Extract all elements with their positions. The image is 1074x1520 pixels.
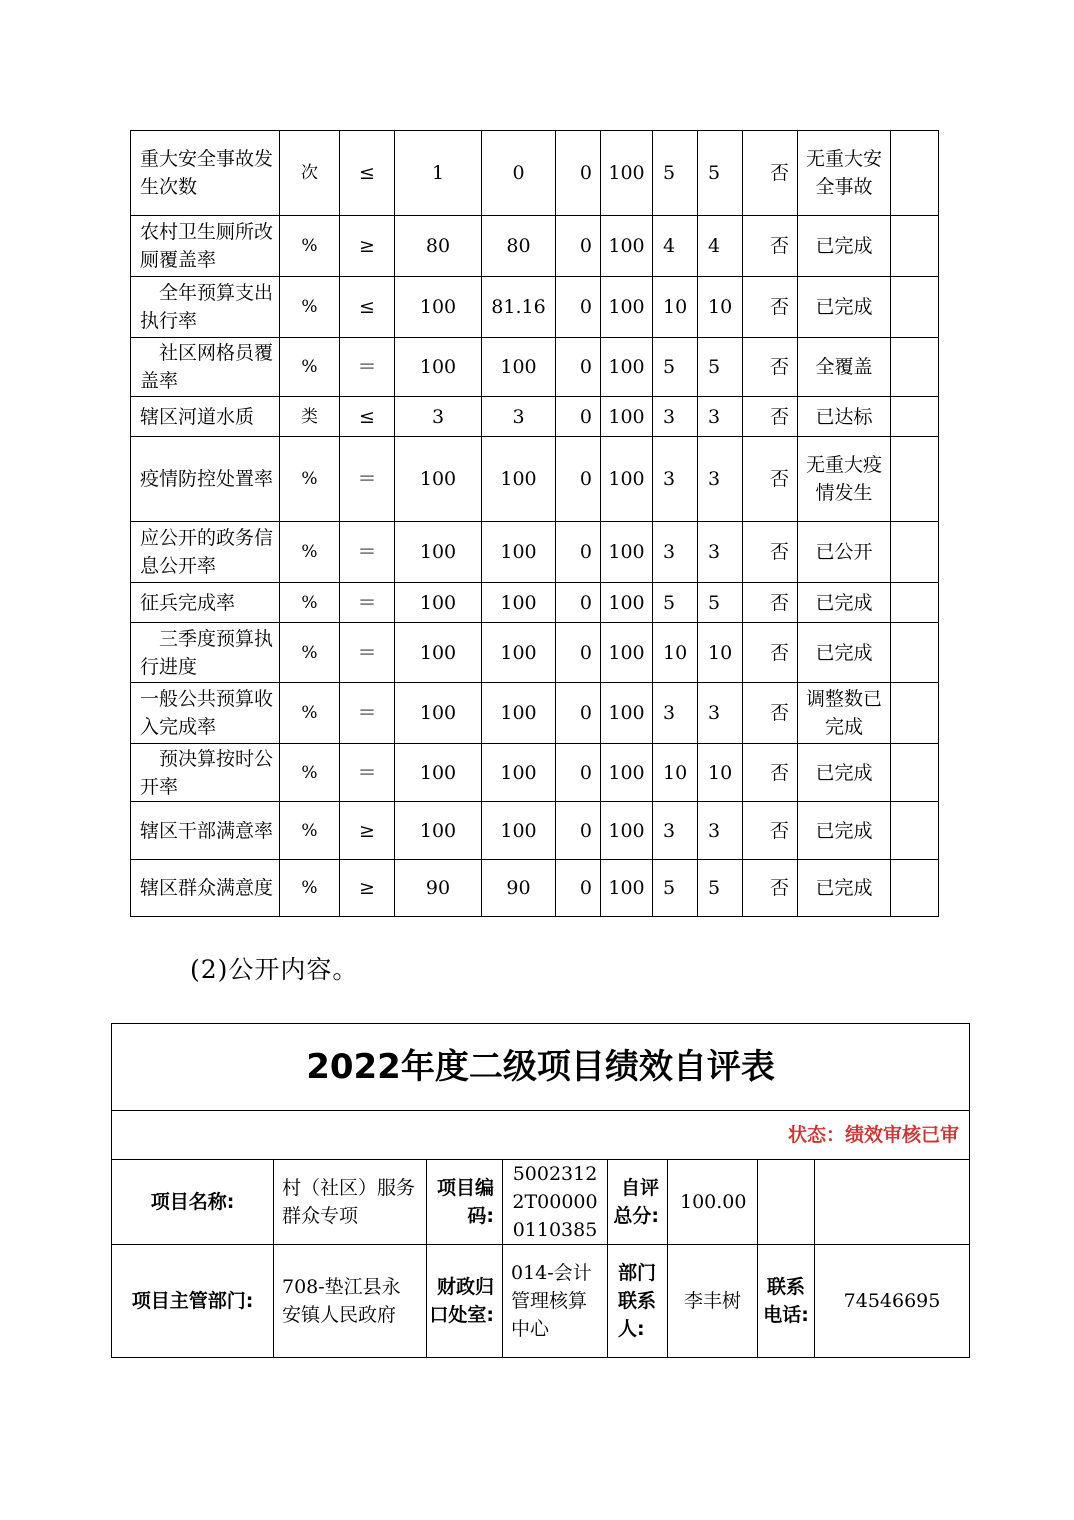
flag-cell: 否: [743, 683, 798, 744]
indicator-name: 重大安全事故发生次数: [131, 131, 280, 216]
self-score-label: 自评总分:: [608, 1160, 668, 1245]
remark-cell: 已完成: [798, 623, 891, 683]
score-value: 3: [698, 397, 743, 437]
deviation-value: 0: [556, 277, 601, 338]
score-value: 10: [698, 277, 743, 338]
actual-value: 100: [482, 683, 556, 744]
weight-value: 10: [653, 623, 698, 683]
weight-value: 3: [653, 397, 698, 437]
project-code-value: 50023122T000000110385: [503, 1160, 608, 1245]
score-value: 10: [698, 744, 743, 802]
table-row: [131, 338, 939, 397]
rate-value: 100: [601, 583, 653, 623]
score-value: 5: [698, 860, 743, 917]
actual-value: 100: [482, 338, 556, 397]
finance-label: 财政归口处室:: [427, 1245, 503, 1358]
remark-cell: 已完成: [798, 583, 891, 623]
weight-value: 10: [653, 744, 698, 802]
deviation-value: 0: [556, 583, 601, 623]
weight-value: 5: [653, 338, 698, 397]
flag-cell: 否: [743, 397, 798, 437]
deviation-value: 0: [556, 744, 601, 802]
unit-cell: %: [280, 802, 340, 860]
unit-cell: %: [280, 437, 340, 522]
operator-cell: ＝: [340, 583, 395, 623]
flag-cell: 否: [743, 522, 798, 583]
rate-value: 100: [601, 522, 653, 583]
weight-value: 3: [653, 437, 698, 522]
table-row: [131, 277, 939, 338]
deviation-value: 0: [556, 437, 601, 522]
table-row: [131, 860, 939, 917]
rate-value: 100: [601, 860, 653, 917]
actual-value: 0: [482, 131, 556, 216]
indicator-table: [130, 130, 939, 917]
indicator-name: 一般公共预算收入完成率: [131, 683, 280, 744]
unit-cell: %: [280, 623, 340, 683]
table-row: [131, 397, 939, 437]
empty-cell: [891, 583, 939, 623]
indicator-name: 征兵完成率: [131, 583, 280, 623]
flag-cell: 否: [743, 277, 798, 338]
unit-cell: %: [280, 860, 340, 917]
actual-value: 100: [482, 744, 556, 802]
unit-cell: %: [280, 338, 340, 397]
unit-cell: %: [280, 583, 340, 623]
flag-cell: 否: [743, 802, 798, 860]
target-value: 80: [395, 216, 482, 277]
empty-cell: [891, 860, 939, 917]
deviation-value: 0: [556, 623, 601, 683]
table-row: [131, 583, 939, 623]
actual-value: 100: [482, 623, 556, 683]
target-value: 3: [395, 397, 482, 437]
flag-cell: 否: [743, 216, 798, 277]
actual-value: 100: [482, 583, 556, 623]
contact-value: 李丰树: [668, 1245, 758, 1358]
actual-value: 81.16: [482, 277, 556, 338]
deviation-value: 0: [556, 338, 601, 397]
evaluation-title: 2022年度二级项目绩效自评表: [112, 1024, 970, 1111]
rate-value: 100: [601, 683, 653, 744]
rate-value: 100: [601, 802, 653, 860]
rate-value: 100: [601, 397, 653, 437]
remark-cell: 全覆盖: [798, 338, 891, 397]
remark-cell: 无重大安全事故: [798, 131, 891, 216]
unit-cell: 次: [280, 131, 340, 216]
deviation-value: 0: [556, 522, 601, 583]
remark-cell: 已公开: [798, 522, 891, 583]
actual-value: 100: [482, 802, 556, 860]
empty-cell: [891, 437, 939, 522]
operator-cell: ≤: [340, 131, 395, 216]
indicator-name: 辖区干部满意率: [131, 802, 280, 860]
operator-cell: ＝: [340, 683, 395, 744]
deviation-value: 0: [556, 131, 601, 216]
score-value: 3: [698, 522, 743, 583]
remark-cell: 无重大疫情发生: [798, 437, 891, 522]
weight-value: 3: [653, 683, 698, 744]
remark-cell: 已完成: [798, 802, 891, 860]
operator-cell: ≥: [340, 216, 395, 277]
unit-cell: %: [280, 744, 340, 802]
score-value: 3: [698, 683, 743, 744]
target-value: 100: [395, 522, 482, 583]
actual-value: 90: [482, 860, 556, 917]
table-row: [131, 623, 939, 683]
actual-value: 80: [482, 216, 556, 277]
phone-label: 联系电话:: [758, 1245, 815, 1358]
weight-value: 5: [653, 583, 698, 623]
finance-value: 014-会计管理核算中心: [503, 1245, 608, 1358]
score-value: 3: [698, 802, 743, 860]
target-value: 100: [395, 437, 482, 522]
deviation-value: 0: [556, 397, 601, 437]
table-row: [131, 216, 939, 277]
target-value: 100: [395, 277, 482, 338]
flag-cell: 否: [743, 623, 798, 683]
rate-value: 100: [601, 623, 653, 683]
flag-cell: 否: [743, 131, 798, 216]
target-value: 90: [395, 860, 482, 917]
empty-cell: [891, 623, 939, 683]
empty-cell: [891, 131, 939, 216]
indicator-name: 三季度预算执行进度: [131, 623, 280, 683]
operator-cell: ≤: [340, 397, 395, 437]
weight-value: 5: [653, 131, 698, 216]
remark-cell: 已达标: [798, 397, 891, 437]
project-name-value: 村（社区）服务群众专项: [274, 1160, 427, 1245]
indicator-name: 应公开的政务信息公开率: [131, 522, 280, 583]
rate-value: 100: [601, 437, 653, 522]
target-value: 100: [395, 583, 482, 623]
project-name-label: 项目名称:: [112, 1160, 274, 1245]
target-value: 100: [395, 744, 482, 802]
empty-cell: [891, 216, 939, 277]
contact-label: 部门联系人:: [608, 1245, 668, 1358]
deviation-value: 0: [556, 802, 601, 860]
rate-value: 100: [601, 338, 653, 397]
empty-cell: [891, 802, 939, 860]
remark-cell: 已完成: [798, 744, 891, 802]
operator-cell: ＝: [340, 338, 395, 397]
indicator-name: 辖区群众满意度: [131, 860, 280, 917]
indicator-name: 疫情防控处置率: [131, 437, 280, 522]
score-value: 10: [698, 623, 743, 683]
empty-cell: [891, 397, 939, 437]
rate-value: 100: [601, 131, 653, 216]
unit-cell: %: [280, 216, 340, 277]
self-score-value: 100.00: [668, 1160, 758, 1245]
indicator-name: 农村卫生厕所改厕覆盖率: [131, 216, 280, 277]
deviation-value: 0: [556, 860, 601, 917]
flag-cell: 否: [743, 338, 798, 397]
score-value: 4: [698, 216, 743, 277]
target-value: 1: [395, 131, 482, 216]
operator-cell: ≤: [340, 277, 395, 338]
unit-cell: 类: [280, 397, 340, 437]
target-value: 100: [395, 683, 482, 744]
table-row: [131, 131, 939, 216]
rate-value: 100: [601, 216, 653, 277]
table-row: [131, 683, 939, 744]
flag-cell: 否: [743, 437, 798, 522]
score-value: 5: [698, 131, 743, 216]
table-row: [131, 437, 939, 522]
operator-cell: ＝: [340, 623, 395, 683]
score-value: 3: [698, 437, 743, 522]
actual-value: 100: [482, 522, 556, 583]
operator-cell: ≥: [340, 802, 395, 860]
phone-value: 74546695: [815, 1245, 970, 1358]
indicator-name: 预决算按时公开率: [131, 744, 280, 802]
operator-cell: ＝: [340, 522, 395, 583]
dept-value: 708-垫江县永安镇人民政府: [274, 1245, 427, 1358]
remark-cell: 已完成: [798, 277, 891, 338]
dept-label: 项目主管部门:: [112, 1245, 274, 1358]
rate-value: 100: [601, 277, 653, 338]
unit-cell: %: [280, 522, 340, 583]
actual-value: 100: [482, 437, 556, 522]
operator-cell: ＝: [340, 744, 395, 802]
weight-value: 3: [653, 522, 698, 583]
target-value: 100: [395, 802, 482, 860]
indicator-name: 辖区河道水质: [131, 397, 280, 437]
remark-cell: 已完成: [798, 216, 891, 277]
empty-cell: [891, 277, 939, 338]
status-badge: 状态：绩效审核已审: [112, 1111, 970, 1160]
unit-cell: %: [280, 277, 340, 338]
operator-cell: ＝: [340, 437, 395, 522]
weight-value: 10: [653, 277, 698, 338]
table-row: [131, 802, 939, 860]
indicator-name: 全年预算支出执行率: [131, 277, 280, 338]
project-code-label: 项目编码:: [427, 1160, 503, 1245]
remark-cell: 已完成: [798, 860, 891, 917]
target-value: 100: [395, 623, 482, 683]
table-row: [131, 744, 939, 802]
table-row: [131, 522, 939, 583]
evaluation-table: [111, 1023, 970, 1358]
section-heading: (2)公开内容。: [190, 955, 359, 984]
empty-cell: [891, 744, 939, 802]
empty-cell: [758, 1160, 815, 1245]
rate-value: 100: [601, 744, 653, 802]
deviation-value: 0: [556, 683, 601, 744]
empty-cell: [891, 338, 939, 397]
target-value: 100: [395, 338, 482, 397]
empty-cell: [815, 1160, 970, 1245]
actual-value: 3: [482, 397, 556, 437]
flag-cell: 否: [743, 583, 798, 623]
empty-cell: [891, 522, 939, 583]
flag-cell: 否: [743, 744, 798, 802]
operator-cell: ≥: [340, 860, 395, 917]
weight-value: 3: [653, 802, 698, 860]
indicator-name: 社区网格员覆盖率: [131, 338, 280, 397]
remark-cell: 调整数已完成: [798, 683, 891, 744]
unit-cell: %: [280, 683, 340, 744]
flag-cell: 否: [743, 860, 798, 917]
deviation-value: 0: [556, 216, 601, 277]
score-value: 5: [698, 338, 743, 397]
weight-value: 4: [653, 216, 698, 277]
empty-cell: [891, 683, 939, 744]
score-value: 5: [698, 583, 743, 623]
weight-value: 5: [653, 860, 698, 917]
